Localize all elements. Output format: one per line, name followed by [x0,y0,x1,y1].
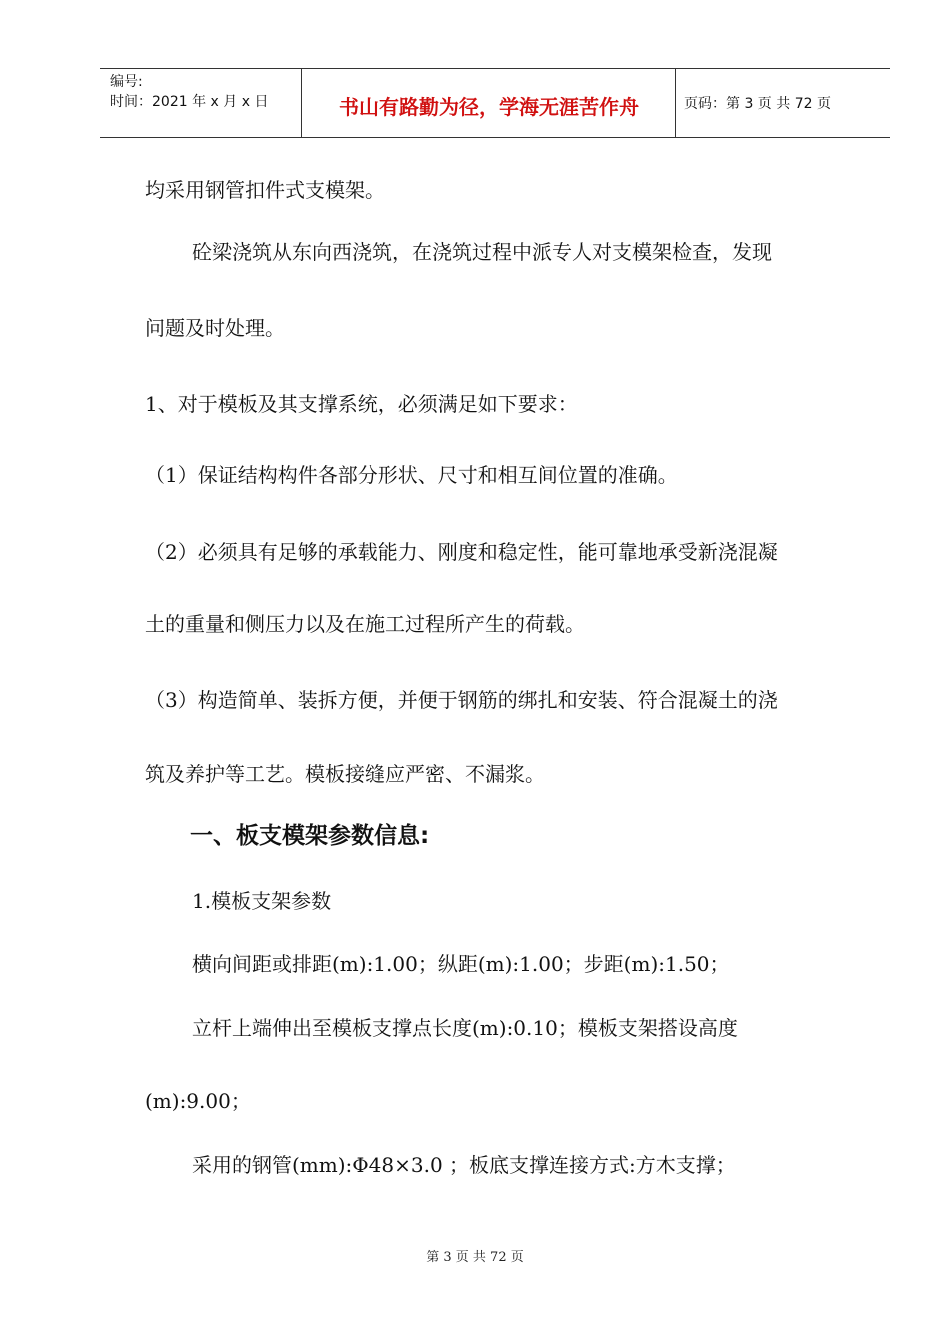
paragraph-line: （1）保证结构构件各部分形状、尺寸和相互间位置的准确。 [145,463,678,487]
paragraph-line: （3）构造简单、装拆方便，并便于钢筋的绑扎和安装、符合混凝土的浇 [145,688,778,712]
header-center-cell [302,69,676,137]
section-heading: 一、板支模架参数信息: [190,823,430,849]
paragraph-line: 土的重量和侧压力以及在施工过程所产生的荷载。 [145,612,585,636]
paragraph-line: 筑及养护等工艺。模板接缝应严密、不漏浆。 [145,762,545,786]
parameter-line: (m):9.00； [145,1089,251,1113]
paragraph-line: （2）必须具有足够的承载能力、刚度和稳定性，能可靠地承受新浇混凝 [145,540,778,564]
document-number-label: 编号: [110,74,143,90]
header-left-cell [100,69,302,137]
header-motto: 书山有路勤为径，学海无涯苦作舟 [339,95,639,119]
paragraph-line: 砼梁浇筑从东向西浇筑，在浇筑过程中派专人对支模架检查，发现 [192,240,772,264]
subsection-title: 1.模板支架参数 [192,889,332,913]
paragraph-line: 均采用钢管扣件式支模架。 [145,178,385,202]
parameter-line: 横向间距或排距(m):1.00；纵距(m):1.00；步距(m):1.50； [192,952,730,976]
paragraph-line: 问题及时处理。 [145,316,285,340]
header-right-cell [676,69,890,137]
document-date: 时间：2021 年 x 月 x 日 [110,94,269,110]
page-footer: 第 3 页 共 72 页 [426,1250,524,1265]
page-header [100,68,890,138]
header-page-info: 页码：第 3 页 共 72 页 [684,96,831,112]
parameter-line: 立杆上端伸出至模板支撑点长度(m):0.10；模板支架搭设高度 [192,1016,738,1040]
paragraph-line: 1、对于模板及其支撑系统，必须满足如下要求： [145,392,578,416]
parameter-line: 采用的钢管(mm):Φ48×3.0 ；板底支撑连接方式:方木支撑； [192,1153,736,1177]
